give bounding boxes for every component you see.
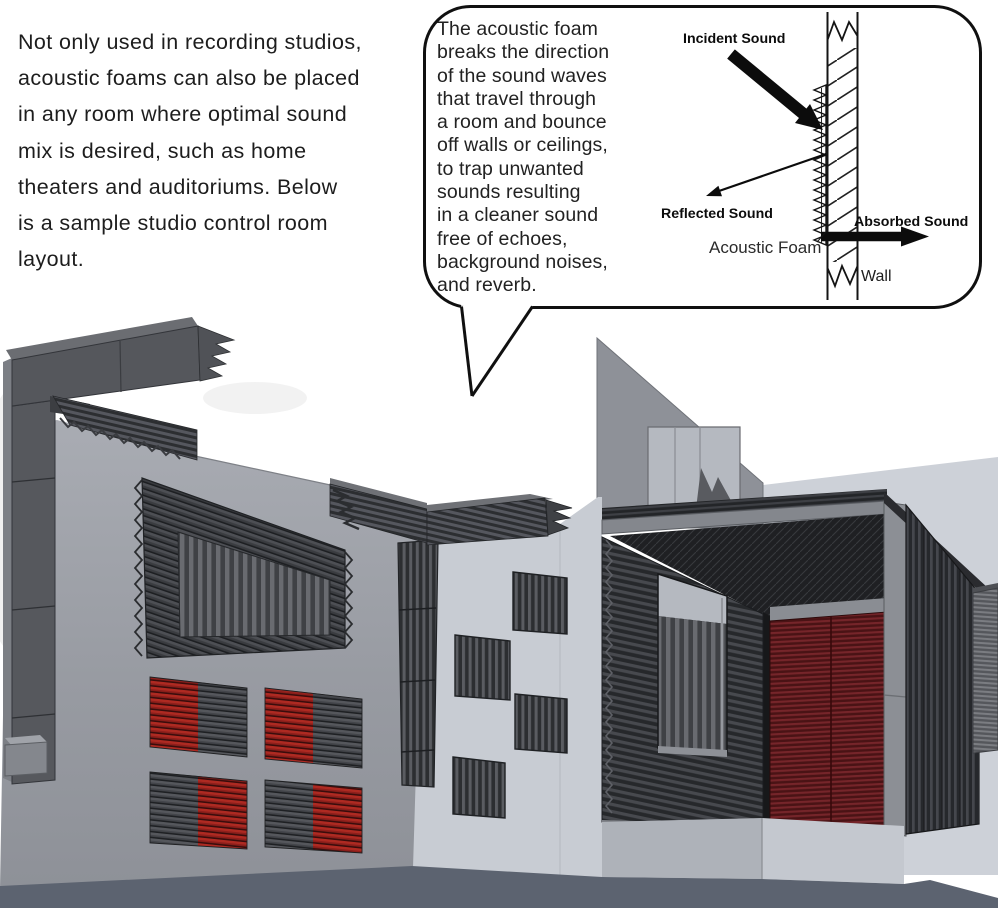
- booth-corner-post: [884, 502, 906, 836]
- bubble-line: and reverb.: [437, 274, 537, 297]
- studio-control-room-render: [0, 317, 998, 908]
- diagram-wall: [828, 12, 858, 300]
- wall-label: Wall: [861, 268, 892, 285]
- bubble-line: The acoustic foam: [437, 18, 599, 40]
- acoustic-foam-label: Acoustic Foam: [709, 238, 822, 257]
- bubble-line: off walls or ceilings,: [437, 134, 608, 157]
- checker-panel-2: [455, 635, 510, 700]
- checker-panel-3: [515, 694, 567, 753]
- bubble-line: breaks the direction: [437, 41, 610, 64]
- bubble-line: background noises,: [437, 250, 608, 273]
- incident-sound-label: Incident Sound: [683, 31, 786, 47]
- corner-foam-column: [398, 540, 438, 787]
- intro-line: acoustic foams can also be placed: [18, 66, 360, 91]
- foam-panel-bottom-right: [265, 780, 362, 853]
- bubble-line: of the sound waves: [437, 64, 607, 87]
- booth-red-wall: [770, 612, 887, 830]
- intro-line: in any room where optimal sound: [18, 102, 348, 127]
- booth-base-right: [762, 818, 904, 884]
- bubble-text: [437, 18, 652, 298]
- intro-line: layout.: [18, 247, 85, 272]
- gray-box: [5, 735, 47, 776]
- vocal-booth: [602, 489, 998, 884]
- beam-shadow: [203, 382, 307, 414]
- reflected-sound-label: Reflected Sound: [661, 206, 773, 222]
- foam-panel-top-right: [265, 688, 362, 768]
- intro-line: mix is desired, such as home: [18, 138, 307, 163]
- bubble-line: to trap unwanted: [437, 157, 584, 180]
- right-foam-column: [973, 583, 998, 753]
- booth-window: [658, 574, 727, 757]
- foam-panel-bottom-left: [150, 772, 247, 849]
- bubble-line: free of echoes,: [437, 227, 568, 250]
- intro-line: theaters and auditoriums. Below: [18, 174, 338, 199]
- intro-line: is a sample studio control room: [18, 211, 328, 236]
- bubble-line: sounds resulting: [437, 181, 581, 204]
- bubble-line: in a cleaner sound: [437, 204, 599, 227]
- beam-wedge-end: [198, 326, 234, 381]
- intro-line: Not only used in recording studios,: [18, 30, 362, 54]
- absorbed-sound-label: Absorbed Sound: [854, 214, 969, 230]
- booth-base-left: [602, 818, 762, 879]
- bubble-line: that travel through: [437, 87, 597, 110]
- intro-text: [18, 24, 422, 277]
- bubble-line: a room and bounce: [437, 111, 607, 134]
- foam-panel-top-left: [150, 677, 247, 757]
- checker-panel-4: [453, 757, 505, 818]
- checker-panel-1: [513, 572, 567, 634]
